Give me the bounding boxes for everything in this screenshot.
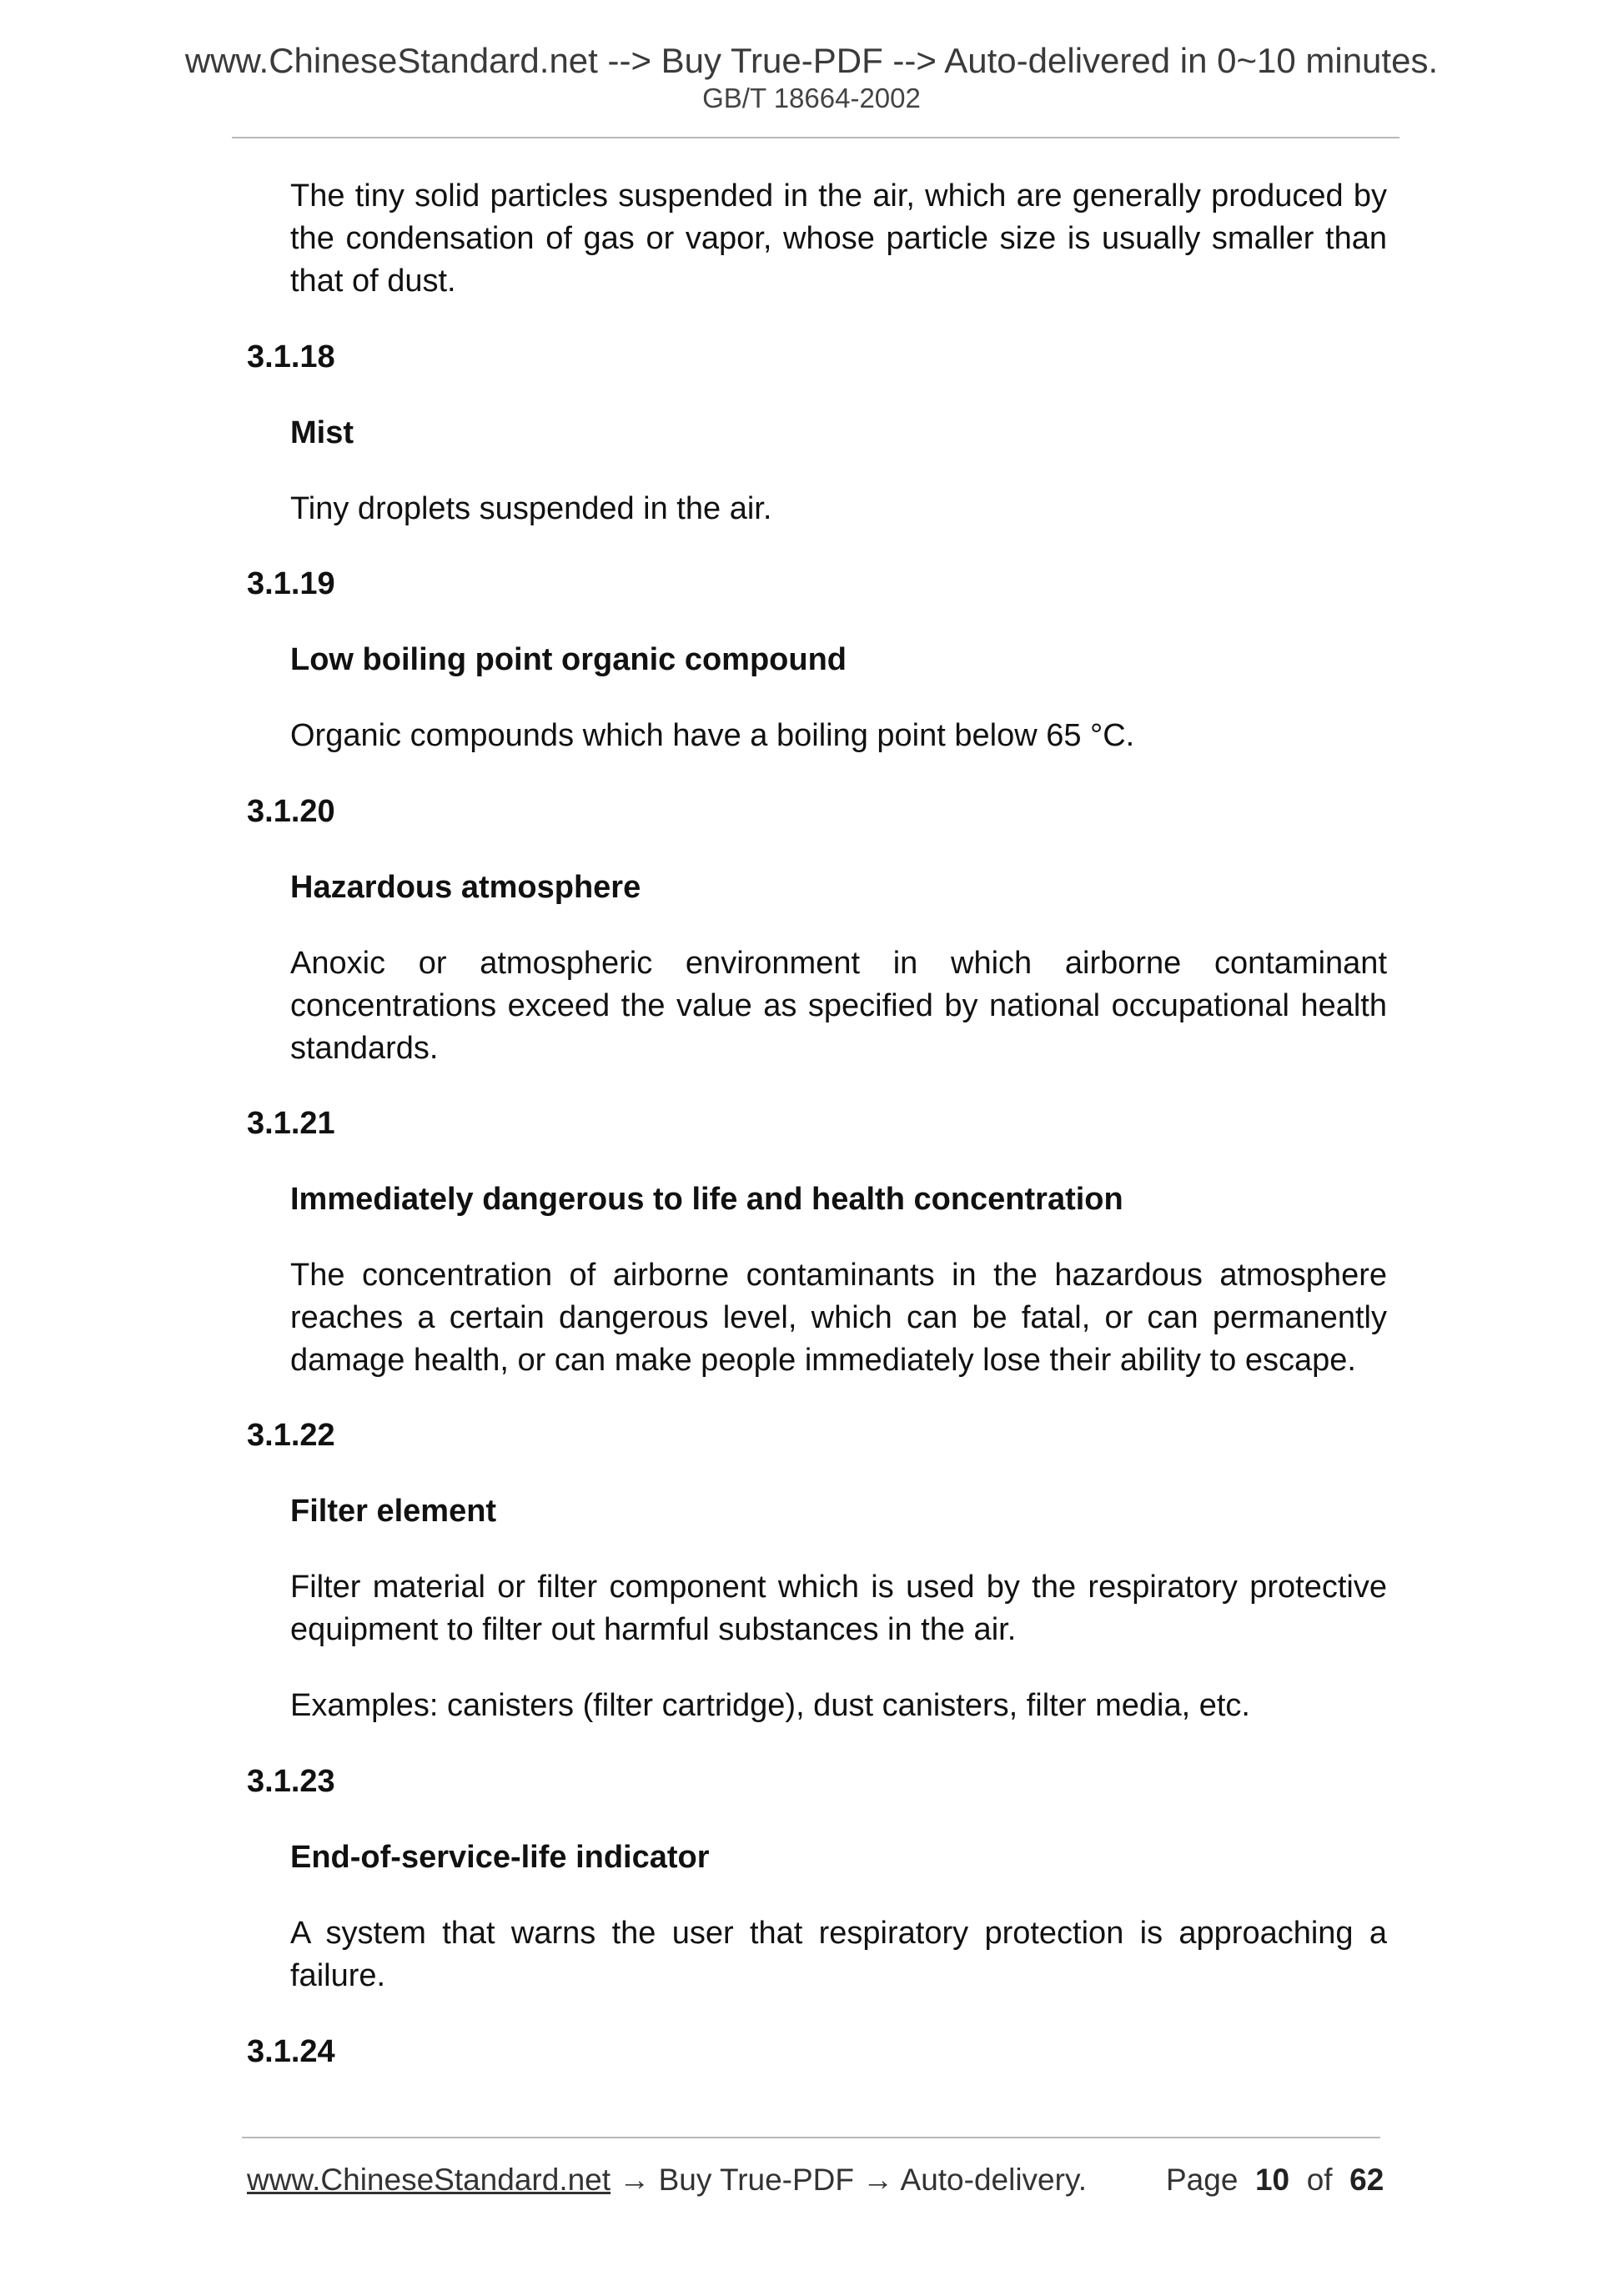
term-title: Filter element [290, 1494, 497, 1529]
standard-number: GB/T 18664-2002 [702, 83, 921, 113]
page-of: of [1306, 2163, 1333, 2197]
term-definition: Anoxic or atmospheric environment in which airborne contaminant concentrations exceed the value as specified by national occupational health standards. [290, 946, 1387, 1066]
footer-line [247, 2158, 1087, 2201]
term-title: Hazardous atmosphere [290, 870, 641, 905]
clause-number: 3.1.19 [247, 566, 335, 601]
clause-number: 3.1.24 [247, 2034, 335, 2069]
term-definition: The concentration of airborne contaminants in the hazardous atmosphere reaches a certain dangerous level, which can be fatal, or can permanently damage health, or can make people immediately lose their ability to escape. [290, 1258, 1387, 1378]
term-definition: A system that warns the user that respiratory protection is approaching a failure. [290, 1916, 1387, 1993]
page-total: 62 [1349, 2163, 1384, 2197]
clause-number: 3.1.23 [247, 1764, 335, 1799]
term-title: Low boiling point organic compound [290, 642, 847, 677]
term-title: Mist [290, 415, 354, 450]
footer-divider [242, 2137, 1380, 2138]
term-title: Immediately dangerous to life and health concentration [290, 1182, 1123, 1217]
clause-number: 3.1.18 [247, 339, 335, 374]
term-example: Examples: canisters (filter cartridge), dust canisters, filter media, etc. [290, 1688, 1250, 1723]
page-current: 10 [1254, 2163, 1290, 2197]
clause-number: 3.1.22 [247, 1418, 335, 1453]
term-title: End-of-service-life indicator [290, 1840, 710, 1875]
clause-number: 3.1.20 [247, 794, 335, 829]
header-divider [232, 137, 1399, 138]
clause-number: 3.1.21 [247, 1106, 335, 1141]
page-word: Page [1166, 2163, 1239, 2197]
footer-tagline: → Buy True-PDF → Auto-delivery. [611, 2163, 1087, 2197]
term-definition: Organic compounds which have a boiling point below 65 °C. [290, 718, 1135, 753]
term-definition: Tiny droplets suspended in the air. [290, 491, 772, 526]
header-banner[interactable]: www.ChineseStandard.net --> Buy True-PDF --> Auto-delivered in 0~10 minutes. [184, 41, 1439, 80]
footer-link[interactable]: www.ChineseStandard.net [247, 2163, 611, 2197]
page-indicator [1166, 2158, 1384, 2201]
intro-definition: The tiny solid particles suspended in the air, which are generally produced by the condensation of gas or vapor, whose particle size is usually smaller than that of dust. [290, 178, 1387, 299]
term-definition: Filter material or filter component which is used by the respiratory protective equipment to filter out harmful substances in the air. [290, 1570, 1387, 1647]
